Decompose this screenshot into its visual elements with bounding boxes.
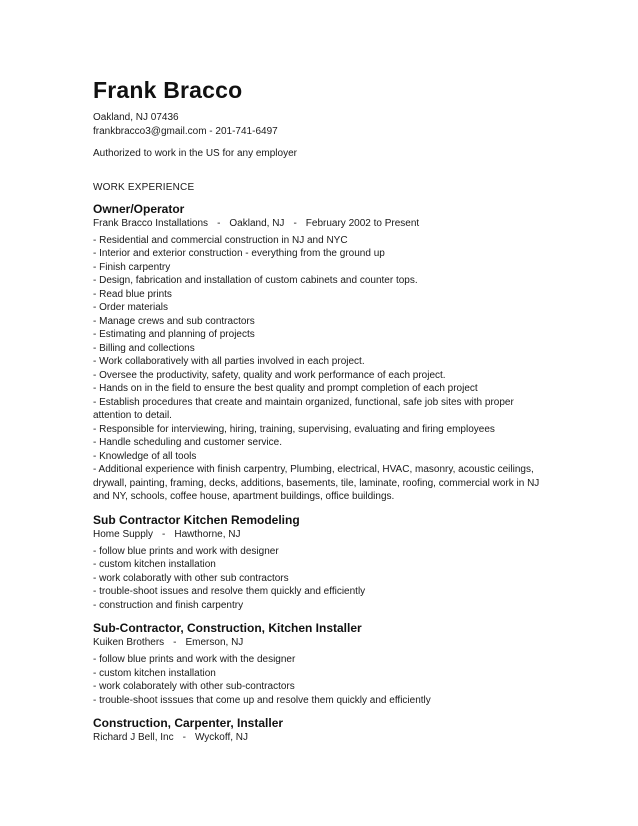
separator-dash: - (217, 217, 221, 229)
job-duties-list (93, 545, 553, 613)
job-employer-line (93, 731, 553, 744)
job-location: Emerson, NJ (185, 637, 244, 649)
job-location: Wyckoff, NJ (194, 732, 249, 744)
list-item: - Establish procedures that create and maintain organized, functional, safe job sites with proper attention to detail. (93, 396, 514, 422)
list-item: - custom kitchen installation (93, 559, 216, 571)
job-duties-list (93, 653, 553, 707)
job-company: Richard J Bell, Inc (93, 732, 174, 744)
list-item: - Knowledge of all tools (93, 450, 197, 462)
separator-dash: - (182, 732, 186, 744)
list-item: - Read blue prints (93, 288, 172, 300)
candidate-location: Oakland, NJ 07436 (93, 112, 179, 123)
list-item: - trouble-shoot issues and resolve them quickly and efficiently (93, 586, 366, 598)
jobs-list (93, 202, 553, 745)
list-item: - Design, fabrication and installation of custom cabinets and counter tops. (93, 275, 418, 287)
section-heading-work-experience: WORK EXPERIENCE (93, 181, 195, 193)
list-item: - Estimating and planning of projects (93, 329, 255, 341)
candidate-name: Frank Bracco (93, 77, 243, 103)
list-item: - Billing and collections (93, 342, 195, 354)
list-item: - Order materials (93, 302, 169, 314)
list-item: - Responsible for interviewing, hiring, training, supervising, evaluating and firing employees (93, 423, 495, 435)
list-item: - follow blue prints and work with the designer (93, 654, 296, 666)
list-item: - work colaboratly with other sub contractors (93, 572, 289, 584)
job-entry (93, 716, 553, 744)
job-entry (93, 202, 553, 504)
list-item: - trouble-shoot isssues that come up and resolve them quickly and efficiently (93, 694, 431, 706)
job-company: Kuiken Brothers (93, 637, 165, 649)
job-location: Oakland, NJ (229, 217, 285, 229)
job-location: Hawthorne, NJ (174, 528, 241, 540)
list-item: - Handle scheduling and customer service. (93, 437, 282, 449)
job-dates: February 2002 to Present (305, 217, 420, 229)
separator-dash: - (173, 637, 177, 649)
list-item: - Work collaboratively with all parties involved in each project. (93, 356, 365, 368)
job-employer-line (93, 636, 553, 649)
resume-page (93, 76, 553, 748)
job-duties-list (93, 234, 553, 504)
job-employer-line (93, 217, 553, 230)
list-item: - construction and finish carpentry (93, 599, 244, 611)
job-title: Sub Contractor Kitchen Remodeling (93, 512, 300, 527)
job-company: Frank Bracco Installations (93, 217, 209, 229)
job-company: Home Supply (93, 528, 154, 540)
list-item: - Oversee the productivity, safety, quality and work performance of each project. (93, 369, 446, 381)
list-item: - Hands on in the field to ensure the best quality and prompt completion of each project (93, 383, 478, 395)
job-entry (93, 513, 553, 613)
list-item: - Additional experience with finish carpentry, Plumbing, electrical, HVAC, masonry, acoustic ceilings, drywall, painting, framing, decks, additions, basements, tile, laminate, roofing, commercial work in NJ and NY, schools, coffee house, apartment buildings, office buildings. (93, 464, 540, 503)
job-title: Construction, Carpenter, Installer (93, 716, 284, 731)
list-item: - Residential and commercial construction in NJ and NYC (93, 234, 348, 246)
job-entry (93, 621, 553, 707)
work-authorization: Authorized to work in the US for any employer (93, 148, 297, 160)
job-employer-line (93, 528, 553, 541)
list-item: - follow blue prints and work with designer (93, 545, 279, 557)
list-item: - work colaborately with other sub-contractors (93, 681, 295, 693)
list-item: - Interior and exterior construction - everything from the ground up (93, 248, 385, 260)
separator-dash: - (293, 217, 297, 229)
separator-dash: - (162, 528, 166, 540)
job-title: Sub-Contractor, Construction, Kitchen Installer (93, 621, 362, 636)
job-title: Owner/Operator (93, 201, 185, 216)
candidate-contact: frankbracco3@gmail.com - 201-741-6497 (93, 125, 278, 137)
list-item: - Manage crews and sub contractors (93, 315, 255, 327)
list-item: - Finish carpentry (93, 261, 171, 273)
list-item: - custom kitchen installation (93, 667, 216, 679)
